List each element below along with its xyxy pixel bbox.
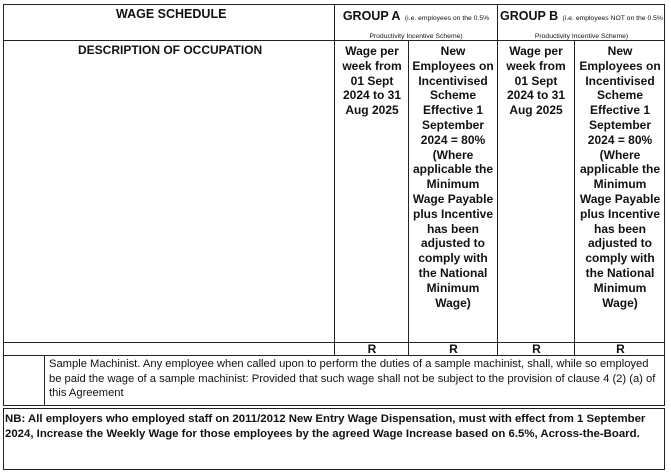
currency-cell-b-wage: R <box>532 342 541 356</box>
group-b-wage-column-heading: Wage per week from 01 Sept 2024 to 31 Aug 2025 <box>506 44 566 118</box>
sample-machinist-note: Sample Machinist. Any employee when called upon to perform the duties of a sample machinist, shall, while so employed be paid the wage of a sample machinist: Provided that such wage shall not be subject to the provision of clause 4 (2) (a) of this Agreement <box>49 358 656 400</box>
group-b-title: GROUP B <box>500 9 559 23</box>
group-b-inner-divider <box>574 40 575 355</box>
currency-cell-a-wage: R <box>367 342 377 356</box>
group-a-note: (i.e. employees on the 0.5% Productivity Incentive Scheme) <box>369 15 490 40</box>
group-a-title: GROUP A <box>342 9 401 23</box>
sample-note-indent-rule <box>44 355 45 406</box>
wage-schedule-heading: WAGE SCHEDULE <box>116 7 227 21</box>
group-a-wage-column-heading: Wage per week from 01 Sept 2024 to 31 Aug 2025 <box>342 44 402 118</box>
nb-notice-text: NB: All employers who employed staff on 2011/2012 New Entry Wage Dispensation, must with effect from 1 September 2024, Increase the Weekly Wage for those employees by the agreed Wage Increase based on 6.5%, Across-the-Board. <box>5 413 646 440</box>
group-divider <box>497 4 498 355</box>
group-b-note: (i.e. employees NOT on the 0.5% Productivity Incentive Scheme) <box>534 15 663 40</box>
description-column-heading: DESCRIPTION OF OCCUPATION <box>78 43 263 57</box>
group-b-new-employees-column-heading: New Employees on Incentivised Scheme Effective 1 September 2024 = 80% (Where applicable the Minimum Wage Payable plus Incentive has been adjusted to comply with the National Minimum Wage) <box>579 44 661 310</box>
description-column-divider <box>334 4 335 355</box>
currency-cell-a-new: R <box>449 342 458 356</box>
group-b-header <box>500 7 663 43</box>
currency-cell-b-new: R <box>616 342 625 356</box>
group-a-new-employees-column-heading: New Employees on Incentivised Scheme Effective 1 September 2024 = 80% (Where applicable the Minimum Wage Payable plus Incentive has been adjusted to comply with the National Minimum Wage) <box>412 44 494 310</box>
group-a-inner-divider <box>408 40 409 355</box>
group-a-header <box>337 7 495 43</box>
